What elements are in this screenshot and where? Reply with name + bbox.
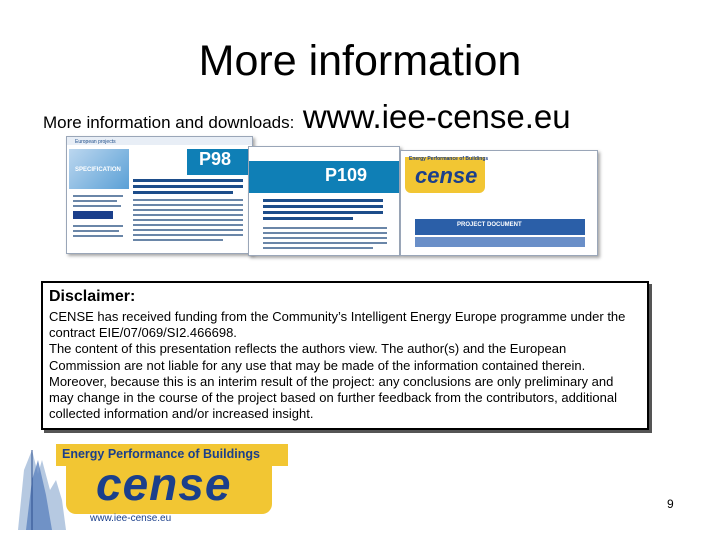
disclaimer-title: Disclaimer: bbox=[49, 288, 136, 305]
downloads-url[interactable]: www.iee-cense.eu bbox=[302, 98, 571, 135]
thumbnail-p109-code: P109 bbox=[325, 165, 368, 185]
thumbnail-p109 bbox=[248, 146, 400, 256]
disclaimer-box bbox=[41, 281, 649, 430]
thumbnail-p98 bbox=[66, 136, 253, 254]
thumbnail-project-document bbox=[400, 150, 598, 256]
downloads-label: More information and downloads: bbox=[43, 113, 295, 132]
thumbnail-doc3-label: PROJECT DOCUMENT bbox=[457, 222, 522, 228]
document-thumbnails bbox=[60, 136, 600, 254]
thumbnail-doc3-header: Energy Performance of Buildings bbox=[409, 156, 489, 162]
downloads-line bbox=[43, 98, 571, 136]
disclaimer-text: CENSE has received funding from the Community’s Intelligent Energy Europe programme under the contract EIE/07/069/SI2.466698. The content of this presentation reflects the authors view. The author(s) and the European Commission are not liable for any use that may be made of the information contained therein. Moreover, because this is an interim result of the project: any conclusions are only preliminary and may change in the course of the project based on further feedback from the contributors, additional collected information and/or increased insight. bbox=[49, 309, 626, 422]
thumbnail-p98-code: P98 bbox=[199, 149, 232, 169]
thumbnail-p98-header: European projects bbox=[75, 139, 116, 145]
logo-url: www.iee-cense.eu bbox=[90, 513, 172, 524]
slide-title: More information bbox=[198, 37, 522, 85]
logo-header: Energy Performance of Buildings bbox=[56, 444, 288, 466]
cense-logo bbox=[16, 440, 291, 530]
logo-word: cense bbox=[96, 458, 232, 510]
page-number: 9 bbox=[667, 497, 674, 511]
thumbnail-doc3-brand: cense bbox=[415, 163, 478, 188]
thumbnail-p98-tag: SPECIFICATION bbox=[75, 167, 121, 173]
